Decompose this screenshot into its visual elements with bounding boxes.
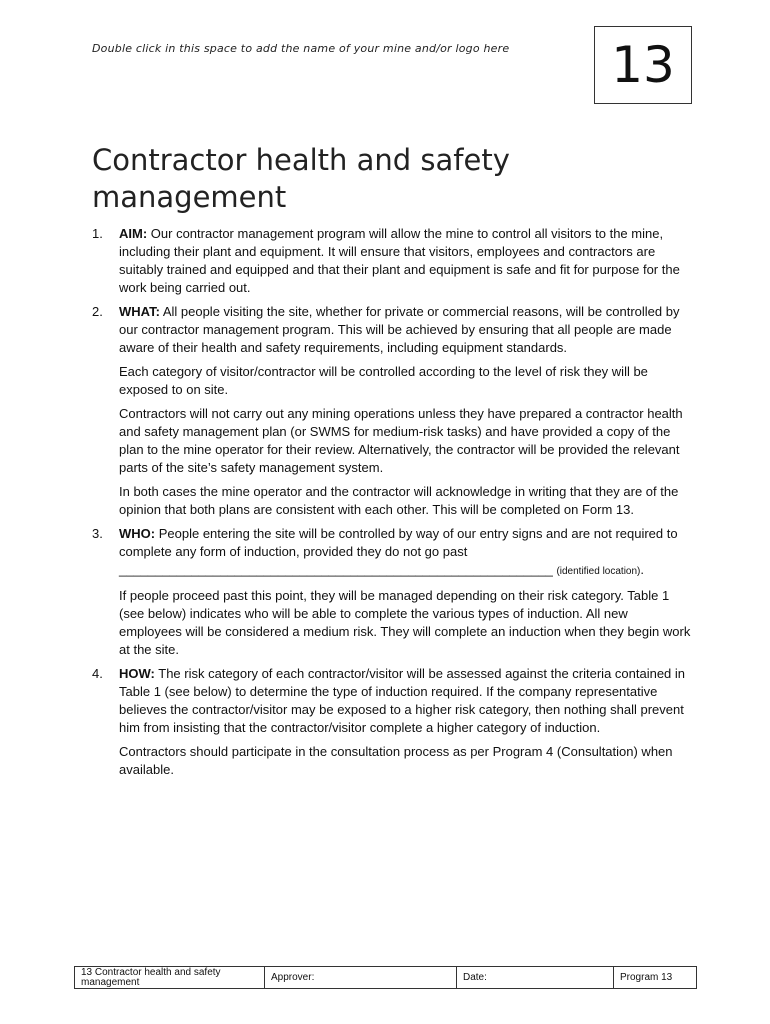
- list-number: 3.: [92, 526, 103, 541]
- lead-label: WHAT:: [119, 304, 160, 319]
- list-number: 2.: [92, 304, 103, 319]
- list-item-body: [119, 303, 692, 519]
- paragraph: In both cases the mine operator and the contractor will acknowledge in writing that they are of the opinion that both plans are consistent with each other. This will be completed on Form 13.: [119, 484, 679, 517]
- blank-note: (identified location): [556, 566, 641, 577]
- paragraph: [119, 525, 692, 581]
- paragraph-text: People entering the site will be controlled by way of our entry signs and are not required to complete any form of induction, provided they do not go past: [119, 526, 678, 559]
- paragraph-text: Our contractor management program will allow the mine to control all visitors to the mine, including their plant and equipment. It will ensure that visitors, employees and contractors are suitably trained and equipped and that their plant and equipment is safe and fit for purpose for the work being carried out.: [119, 226, 680, 295]
- header-logo-placeholder[interactable]: Double click in this space to add the name of your mine and/or logo here: [92, 42, 510, 55]
- list-item-aim: [92, 225, 692, 297]
- footer-doc-title: 13 Contractor health and safety management: [75, 967, 265, 988]
- list-item-what: [92, 303, 692, 519]
- program-number-box: 13: [594, 26, 692, 104]
- paragraph-text: All people visiting the site, whether for private or commercial reasons, will be controlled by our contractor management program. This will be achieved by ensuring that all people are made aware of their health and safety requirements, including equipment standards.: [119, 304, 680, 355]
- paragraph: Each category of visitor/contractor will be controlled according to the level of risk they will be exposed to on site.: [119, 364, 648, 397]
- list-number: 1.: [92, 226, 103, 241]
- list-number: 4.: [92, 666, 103, 681]
- location-blank[interactable]: [119, 562, 644, 577]
- list-item-who: [92, 525, 692, 659]
- paragraph: Contractors will not carry out any mining operations unless they have prepared a contractor health and safety management plan (or SWMS for medium-risk tasks) and have provided a copy of the plan to the mine operator for their review. Alternatively, the contractor will be provided the relevant parts of the site’s safety management system.: [119, 406, 683, 475]
- lead-label: HOW:: [119, 666, 155, 681]
- paragraph: Contractors should participate in the consultation process as per Program 4 (Consultation) when available.: [119, 744, 673, 777]
- paragraph: If people proceed past this point, they will be managed depending on their risk category. Table 1 (see below) indicates who will be able to complete the various types of induction. All new employees will be considered a medium risk. They will complete an induction when they begin work at the site.: [119, 588, 691, 657]
- footer-program: Program 13: [620, 971, 673, 983]
- lead-label: WHO:: [119, 526, 156, 541]
- list-item-body: [119, 525, 692, 659]
- document-body: [92, 225, 692, 785]
- lead-label: AIM:: [119, 226, 148, 241]
- list-item-how: [92, 665, 692, 779]
- footer-date: Date:: [457, 967, 614, 988]
- blank-line: ____________________________________________________________: [119, 562, 553, 577]
- footer-approver: Approver:: [265, 967, 457, 988]
- paragraph: [119, 225, 692, 297]
- blank-end: .: [640, 562, 644, 577]
- list-item-body: [119, 665, 692, 779]
- page-title: Contractor health and safety management: [92, 143, 510, 214]
- paragraph: [119, 665, 692, 737]
- paragraph: [119, 303, 692, 357]
- list-item-body: [119, 225, 692, 297]
- footer-table: [74, 966, 697, 989]
- paragraph-text: The risk category of each contractor/visitor will be assessed against the criteria contained in Table 1 (see below) to determine the type of induction required. If the company representative believes the contractor/visitor may be exposed to a higher risk category, then nothing shall prevent him from insisting that the contractor/visitor complete a higher category of induction.: [119, 666, 686, 735]
